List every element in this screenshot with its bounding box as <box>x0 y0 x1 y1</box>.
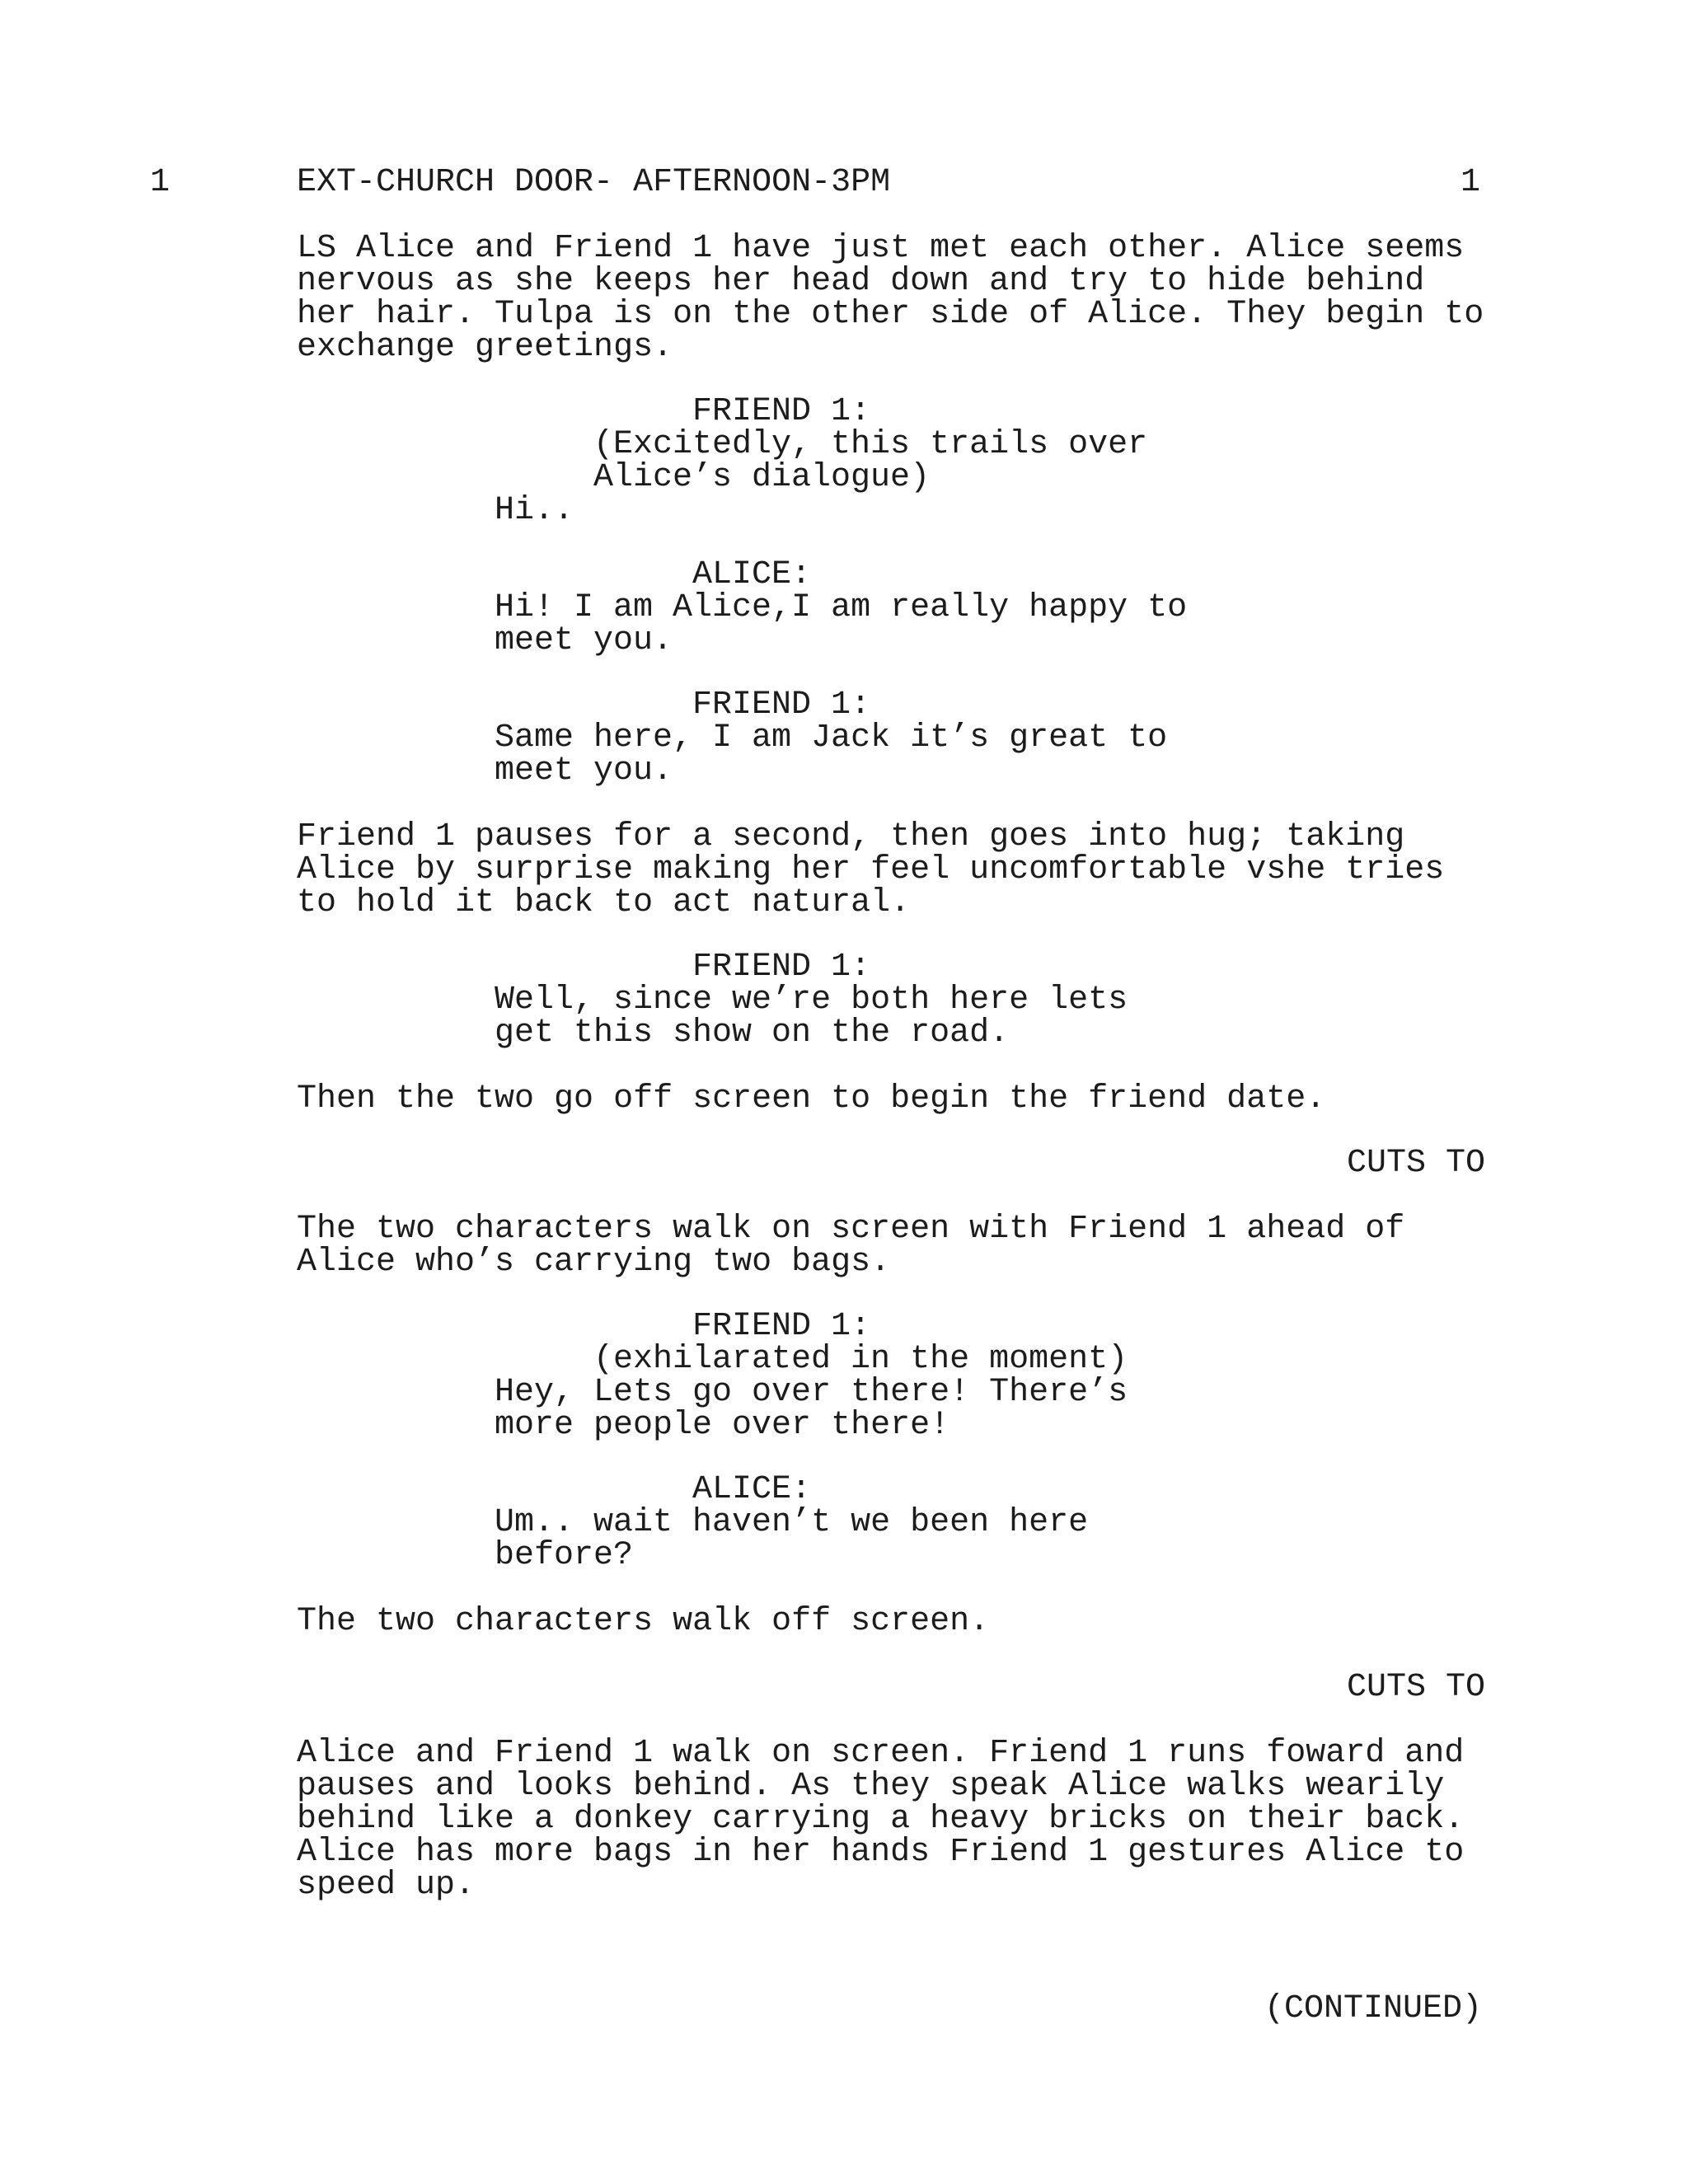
dialogue: Hi! I am Alice,I am really happy to meet you. <box>495 589 1188 659</box>
scene-heading: EXT-CHURCH DOOR- AFTERNOON-3PM <box>297 164 891 201</box>
dialogue: Um.. wait haven’t we been here before? <box>495 1504 1089 1574</box>
parenthetical: (exhilarated in the moment) <box>593 1341 1128 1378</box>
character-name: ALICE: <box>692 556 812 593</box>
character-name: FRIEND 1: <box>692 393 871 430</box>
dialogue: Hi.. <box>495 492 574 529</box>
transition: CUTS TO <box>1346 1669 1485 1706</box>
dialogue: Same here, I am Jack it’s great to meet you. <box>495 719 1168 790</box>
action-paragraph: The two characters walk on screen with Friend 1 ahead of Alice who’s carrying two bags. <box>297 1211 1405 1281</box>
action-paragraph: The two characters walk off screen. <box>297 1603 990 1640</box>
dialogue: Hey, Lets go over there! There’s more people over there! <box>495 1374 1128 1444</box>
character-name: FRIEND 1: <box>692 1308 871 1345</box>
character-name: FRIEND 1: <box>692 949 871 986</box>
transition: CUTS TO <box>1346 1145 1485 1182</box>
action-paragraph: Alice and Friend 1 walk on screen. Friend 1 runs foward and pauses and looks behind. As they speak Alice walks wearily behind like a donkey carrying a heavy bricks on their back. Alice has more bags in her hands Friend 1 gestures Alice to speed up. <box>297 1735 1465 1904</box>
scene-number-left: 1 <box>150 164 171 201</box>
continued-marker: (CONTINUED) <box>1264 1990 1482 2027</box>
character-name: FRIEND 1: <box>692 687 871 724</box>
scene-number-right: 1 <box>1461 164 1481 201</box>
action-paragraph: LS Alice and Friend 1 have just met each other. Alice seems nervous as she keeps her head down and try to hide behind her hair. Tulpa is on the other side of Alice. They begin to exchange greetings. <box>297 230 1484 366</box>
character-name: ALICE: <box>692 1471 812 1508</box>
dialogue: Well, since we’re both here lets get this show on the road. <box>495 982 1128 1052</box>
action-paragraph: Then the two go off screen to begin the friend date. <box>297 1080 1326 1118</box>
action-paragraph: Friend 1 pauses for a second, then goes into hug; taking Alice by surprise making her feel uncomfortable vshe tries to hold it back to act natural. <box>297 818 1445 921</box>
parenthetical: (Excitedly, this trails over Alice’s dialogue) <box>593 426 1148 496</box>
